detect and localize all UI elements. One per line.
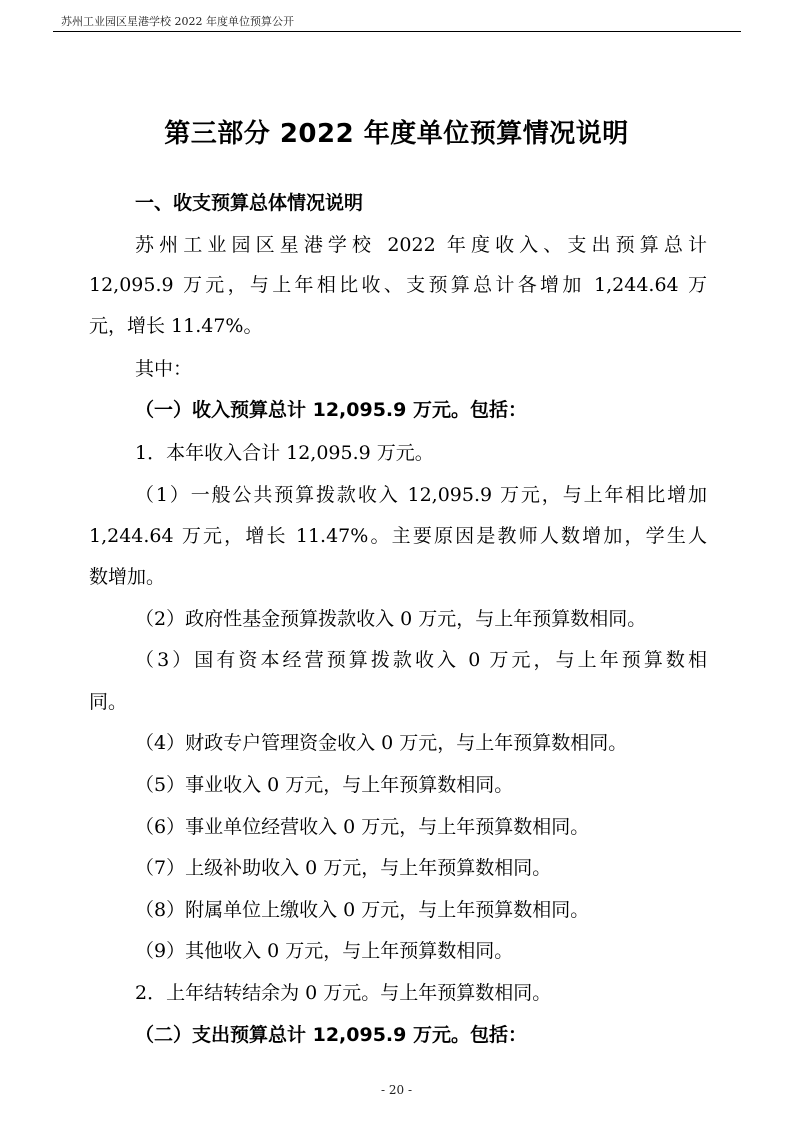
paragraph-line: 12,095.9 万元，与上年相比收、支预算总计各增加 1,244.64 万 xyxy=(89,274,707,296)
list-item: （6）事业单位经营收入 0 万元，与上年预算数相同。 xyxy=(135,816,590,838)
section-heading-1: 一、收支预算总体情况说明 xyxy=(135,192,364,214)
paragraph-line: 其中： xyxy=(135,358,193,380)
subsection-heading-2: （二）支出预算总计 12,095.9 万元。包括： xyxy=(135,1024,527,1046)
page-header xyxy=(53,9,741,32)
list-item: （5）事业收入 0 万元，与上年预算数相同。 xyxy=(135,774,514,796)
list-item: （2）政府性基金预算拨款收入 0 万元，与上年预算数相同。 xyxy=(135,608,647,630)
list-item: （4）财政专户管理资金收入 0 万元，与上年预算数相同。 xyxy=(135,732,628,754)
page-number: - 20 - xyxy=(380,1083,412,1097)
list-item: 1,244.64 万元，增长 11.47%。主要原因是教师人数增加，学生人 xyxy=(89,525,707,547)
paragraph-line: 元，增长 11.47%。 xyxy=(89,315,263,337)
list-item: （9）其他收入 0 万元，与上年预算数相同。 xyxy=(135,940,514,962)
list-item: 数增加。 xyxy=(89,566,166,588)
list-item: （8）附属单位上缴收入 0 万元，与上年预算数相同。 xyxy=(135,899,590,921)
list-item: 2．上年结转结余为 0 万元。与上年预算数相同。 xyxy=(135,982,552,1004)
list-item: 同。 xyxy=(89,691,128,713)
list-item: （1）一般公共预算拨款收入 12,095.9 万元，与上年相比增加 xyxy=(135,484,707,506)
subsection-heading-1: （一）收入预算总计 12,095.9 万元。包括： xyxy=(135,399,527,421)
header-text: 苏州工业园区星港学校 2022 年度单位预算公开 xyxy=(61,15,294,28)
paragraph-line: 苏州工业园区星港学校 2022 年度收入、支出预算总计 xyxy=(135,234,707,256)
list-item: （7）上级补助收入 0 万元，与上年预算数相同。 xyxy=(135,857,552,879)
list-item: （3）国有资本经营预算拨款收入 0 万元，与上年预算数相 xyxy=(135,649,707,671)
page-title: 第三部分 2022 年度单位预算情况说明 xyxy=(164,119,629,149)
list-item: 1．本年收入合计 12,095.9 万元。 xyxy=(135,442,434,464)
